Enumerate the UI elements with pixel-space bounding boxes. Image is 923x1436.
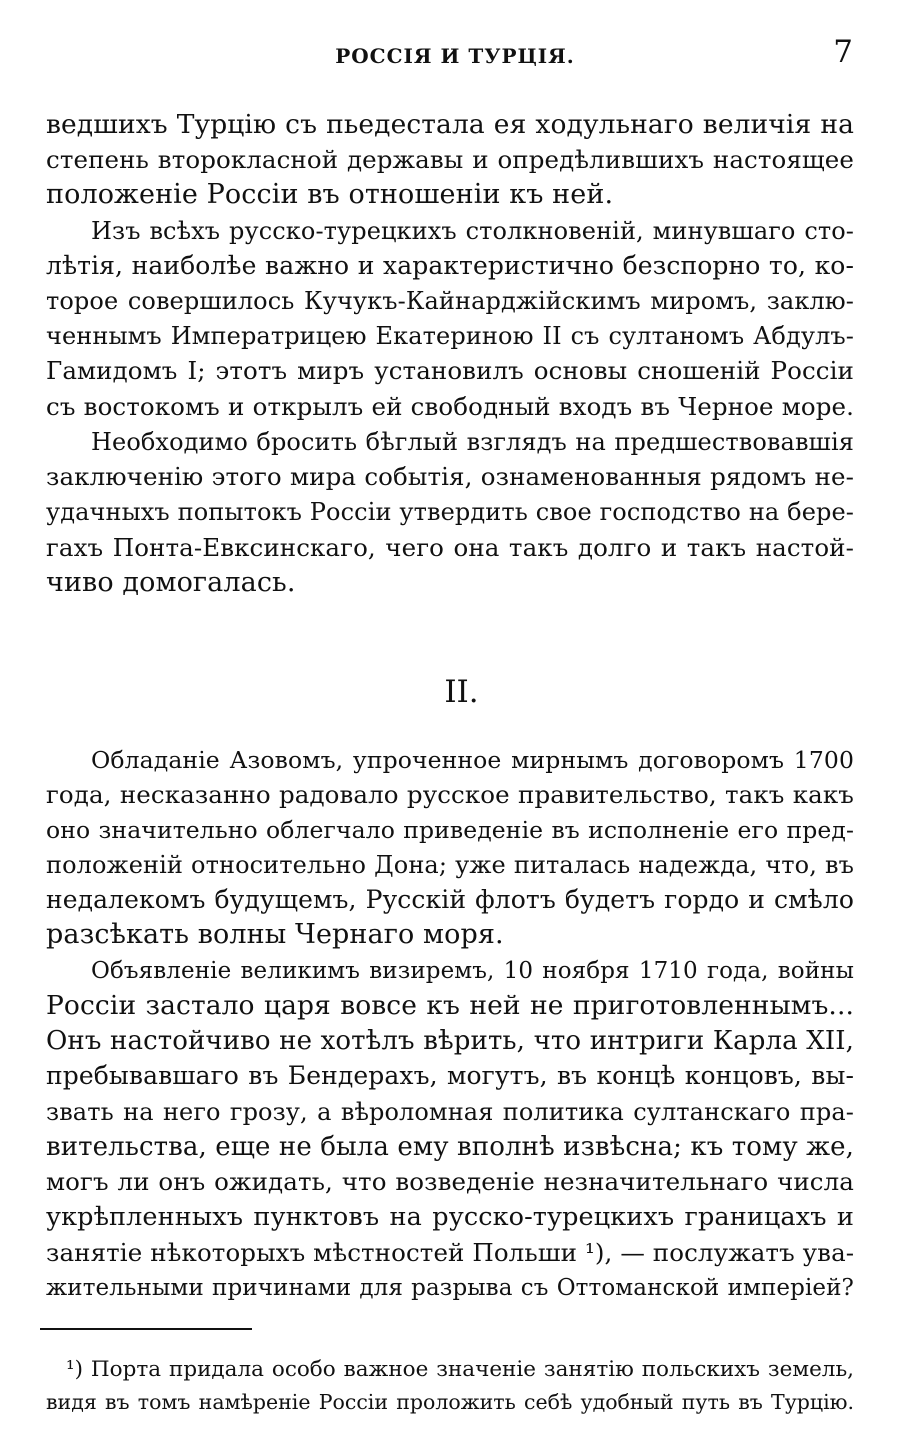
text-line: года, несказанно радовало русское правительство, такъ какъ [46,780,854,809]
text-line: степень второкласной державы и опредѣлившихъ настоящее [46,145,854,174]
footnote-line: видя въ томъ намѣреніе Россіи проложить себѣ удобный путь въ Турцію. [46,1390,854,1414]
text-line: Гамидомъ I; этотъ миръ установилъ основы сношеній Россіи [46,356,854,385]
text-line: укрѣпленныхъ пунктовъ на русско-турецкихъ границахъ и [46,1202,854,1232]
text-line: положеніе Россіи въ отношеніи къ ней. [46,179,614,210]
text-line: заключенію этого мира событія, ознаменованныя рядомъ не- [46,462,854,491]
text-line: гахъ Понта-Евксинскаго, чего она такъ долго и такъ настой- [46,533,854,562]
text-line: удачныхъ попытокъ Россіи утвердить свое господство на бере- [46,498,854,526]
text-line: жительными причинами для разрыва съ Оттоманской имперіей? [46,1275,854,1301]
text-line: Изъ всѣхъ русско-турецкихъ столкновеній, минувшаго сто- [91,217,854,245]
text-line: положеній относительно Дона; уже питалась надежда, что, въ [46,851,854,879]
text-line: Россіи застало царя вовсе къ ней не приготовленнымъ... [46,990,854,1021]
text-line: вительства, еще не была ему вполнѣ извѣсна; къ тому же, [46,1132,854,1162]
text-line: Необходимо бросить бѣглый взглядъ на предшествовавшія [91,428,854,456]
footnote-rule [40,1328,252,1330]
text-line: Объявленіе великимъ визиремъ, 10 ноября 1710 года, войны [91,958,854,984]
text-line: съ востокомъ и открылъ ей свободный входъ въ Черное море. [46,392,854,421]
text-line: могъ ли онъ ожидать, что возведеніе незначительнаго числа [46,1167,854,1196]
text-line: Обладаніе Азовомъ, упроченное мирнымъ договоромъ 1700 [91,746,854,774]
text-line: чиво домогалась. [46,567,296,598]
text-line: ченнымъ Императрицею Екатериною II съ султаномъ Абдулъ- [46,322,854,350]
text-line: занятіе нѣкоторыхъ мѣстностей Польши ¹), — послужатъ ува- [46,1238,854,1267]
text-line: торое совершилось Кучукъ-Кайнарджійскимъ миромъ, заклю- [46,287,854,315]
text-line: звать на него грозу, а вѣроломная политика султанскаго пра- [46,1098,854,1126]
text-line: пребывавшаго въ Бендерахъ, могутъ, въ концѣ концовъ, вы- [46,1061,854,1090]
page-number: 7 [833,34,853,70]
text-line: ведшихъ Турцію съ пьедестала ея ходульнаго величія на [46,109,854,140]
text-line: недалекомъ будущемъ, Русскій флотъ будетъ гордо и смѣло [46,885,854,914]
footnote-line: ¹) Порта придала особо важное значеніе занятію польскихъ земель, [66,1357,854,1382]
running-title: РОССІЯ И ТУРЦІЯ. [335,44,575,68]
text-line: оно значительно облегчало приведеніе въ исполненіе его пред- [46,816,854,844]
text-line: разсѣкать волны Чернаго моря. [46,919,504,950]
text-line: лѣтія, наиболѣе важно и характеристично безспорно то, ко- [46,251,854,280]
section-heading: II. [444,674,479,710]
text-line: Онъ настойчиво не хотѣлъ вѣрить, что интриги Карла XII, [46,1026,854,1056]
